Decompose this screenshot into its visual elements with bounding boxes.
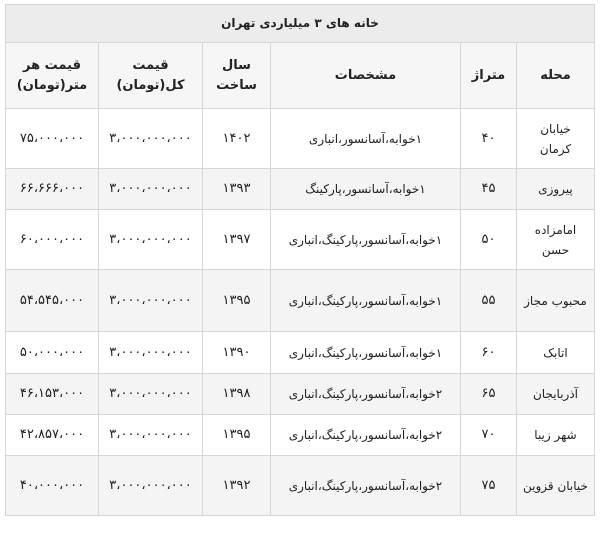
cell-area: ۴۰	[461, 109, 517, 169]
cell-features: ۱خوابه،آسانسور،پارکینگ	[271, 169, 461, 210]
table-row	[6, 374, 595, 415]
cell-price-per-meter: ۴۲،۸۵۷،۰۰۰	[6, 415, 99, 456]
cell-year-built: ۱۳۹۰	[203, 332, 271, 374]
cell-total-price: ۳،۰۰۰،۰۰۰،۰۰۰	[99, 332, 203, 374]
cell-total-price: ۳،۰۰۰،۰۰۰،۰۰۰	[99, 415, 203, 456]
cell-features: ۲خوابه،آسانسور،پارکینگ،انباری	[271, 456, 461, 516]
cell-neighborhood: آذربایجان	[517, 374, 595, 415]
table-body	[6, 109, 595, 516]
table-row	[6, 332, 595, 374]
header-features: مشخصات	[271, 43, 461, 109]
table-row	[6, 210, 595, 270]
cell-neighborhood: محبوب مجاز	[517, 270, 595, 332]
cell-features: ۲خوابه،آسانسور،پارکینگ،انباری	[271, 374, 461, 415]
cell-year-built: ۱۳۹۳	[203, 169, 271, 210]
cell-features: ۱خوابه،آسانسور،پارکینگ،انباری	[271, 210, 461, 270]
header-row	[6, 43, 595, 109]
cell-price-per-meter: ۵۰،۰۰۰،۰۰۰	[6, 332, 99, 374]
header-year-built: سال ساخت	[203, 43, 271, 109]
cell-year-built: ۱۳۹۷	[203, 210, 271, 270]
cell-price-per-meter: ۴۰،۰۰۰،۰۰۰	[6, 456, 99, 516]
cell-year-built: ۱۳۹۵	[203, 415, 271, 456]
cell-features: ۱خوابه،آسانسور،انباری	[271, 109, 461, 169]
cell-area: ۴۵	[461, 169, 517, 210]
cell-price-per-meter: ۷۵،۰۰۰،۰۰۰	[6, 109, 99, 169]
table-row	[6, 415, 595, 456]
cell-area: ۶۰	[461, 332, 517, 374]
cell-year-built: ۱۴۰۲	[203, 109, 271, 169]
cell-area: ۷۵	[461, 456, 517, 516]
cell-year-built: ۱۳۹۲	[203, 456, 271, 516]
cell-total-price: ۳،۰۰۰،۰۰۰،۰۰۰	[99, 109, 203, 169]
cell-total-price: ۳،۰۰۰،۰۰۰،۰۰۰	[99, 169, 203, 210]
cell-year-built: ۱۳۹۸	[203, 374, 271, 415]
cell-area: ۵۰	[461, 210, 517, 270]
table-row	[6, 270, 595, 332]
table-container	[5, 4, 594, 516]
cell-total-price: ۳،۰۰۰،۰۰۰،۰۰۰	[99, 270, 203, 332]
cell-neighborhood: خیابان قزوین	[517, 456, 595, 516]
cell-neighborhood: پیروزی	[517, 169, 595, 210]
cell-features: ۲خوابه،آسانسور،پارکینگ،انباری	[271, 415, 461, 456]
cell-price-per-meter: ۶۶،۶۶۶،۰۰۰	[6, 169, 99, 210]
table-title: خانه های ۳ میلیاردی تهران	[5, 4, 595, 42]
cell-price-per-meter: ۵۴،۵۴۵،۰۰۰	[6, 270, 99, 332]
cell-price-per-meter: ۴۶،۱۵۳،۰۰۰	[6, 374, 99, 415]
cell-total-price: ۳،۰۰۰،۰۰۰،۰۰۰	[99, 374, 203, 415]
cell-neighborhood: خیابان کرمان	[517, 109, 595, 169]
table-row	[6, 169, 595, 210]
cell-total-price: ۳،۰۰۰،۰۰۰،۰۰۰	[99, 456, 203, 516]
price-table	[5, 4, 595, 516]
table-row	[6, 456, 595, 516]
table-row	[6, 109, 595, 169]
cell-area: ۵۵	[461, 270, 517, 332]
cell-neighborhood: شهر زیبا	[517, 415, 595, 456]
cell-features: ۱خوابه،آسانسور،پارکینگ،انباری	[271, 332, 461, 374]
cell-neighborhood: امامزاده حسن	[517, 210, 595, 270]
header-neighborhood: محله	[517, 43, 595, 109]
cell-area: ۷۰	[461, 415, 517, 456]
cell-area: ۶۵	[461, 374, 517, 415]
cell-year-built: ۱۳۹۵	[203, 270, 271, 332]
header-price-per-meter: قیمت هر متر(تومان)	[6, 43, 99, 109]
cell-total-price: ۳،۰۰۰،۰۰۰،۰۰۰	[99, 210, 203, 270]
header-total-price: قیمت کل(تومان)	[99, 43, 203, 109]
cell-neighborhood: اتابک	[517, 332, 595, 374]
cell-price-per-meter: ۶۰،۰۰۰،۰۰۰	[6, 210, 99, 270]
cell-features: ۱خوابه،آسانسور،پارکینگ،انباری	[271, 270, 461, 332]
header-area: متراژ	[461, 43, 517, 109]
